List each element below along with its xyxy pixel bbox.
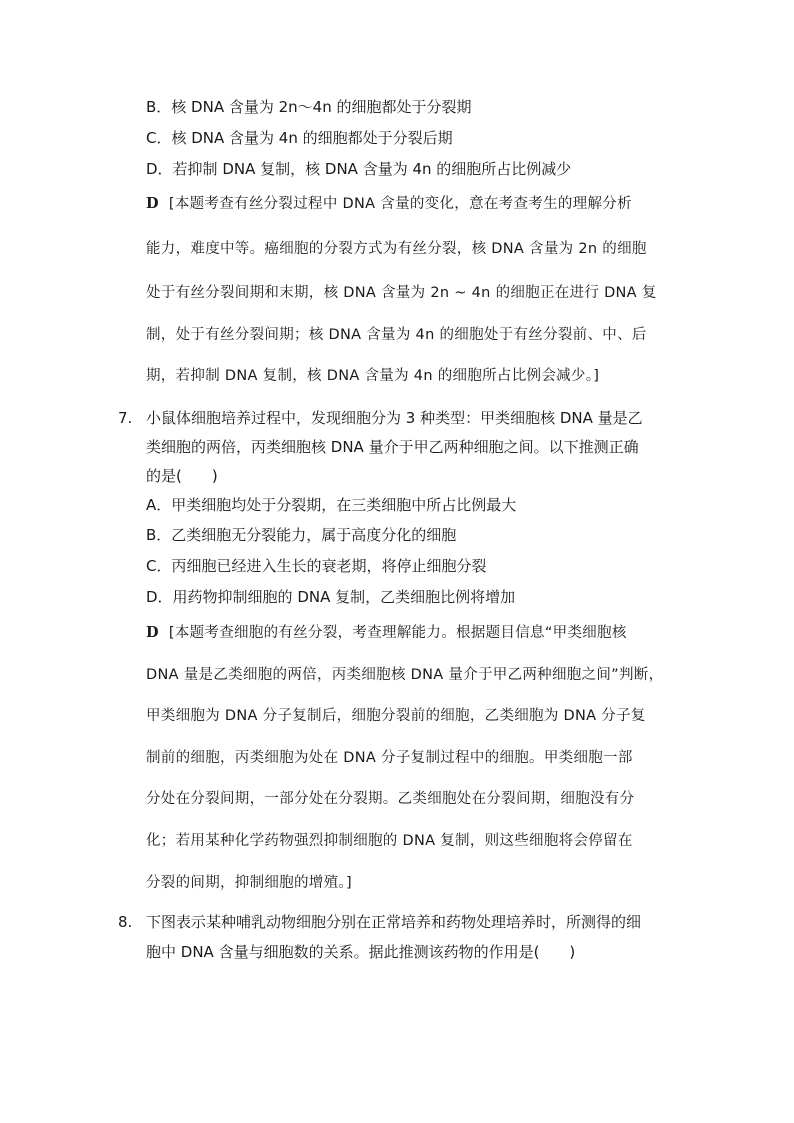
- q7-answer-letter: D: [146, 624, 159, 641]
- q7-explanation-line-5: 分处在分裂间期，一部分处在分裂期。乙类细胞处在分裂间期，细胞没有分: [146, 791, 635, 807]
- q6-explanation-text: [本题考查有丝分裂过程中 DNA 含量的变化，意在考查考生的理解分析: [168, 196, 632, 212]
- q7-explanation-line-3: 甲类细胞为 DNA 分子复制后，细胞分裂前的细胞，乙类细胞为 DNA 分子复: [146, 708, 646, 724]
- q7-explanation-line-7: 分裂的间期，抑制细胞的增殖。]: [146, 875, 352, 891]
- q8-stem-line-1: 下图表示某种哺乳动物细胞分别在正常培养和药物处理培养时，所测得的细: [146, 913, 642, 931]
- q7-option-a: A．甲类细胞均处于分裂期，在三类细胞中所占比例最大: [146, 496, 517, 514]
- q6-option-c: C．核 DNA 含量为 4n 的细胞都处于分裂后期: [146, 129, 453, 147]
- q6-explanation-line-2: 能力，难度中等。癌细胞的分裂方式为有丝分裂，核 DNA 含量为 2n 的细胞: [146, 241, 647, 257]
- q6-option-b: B．核 DNA 含量为 2n～4n 的细胞都处于分裂期: [146, 98, 472, 116]
- q8-number: 8.: [118, 913, 133, 931]
- q7-explanation-line-6: 化；若用某种化学药物强烈抑制细胞的 DNA 复制，则这些细胞将会停留在: [146, 833, 633, 849]
- q6-answer-line-1: [146, 194, 632, 214]
- q7-answer-line-1: [146, 623, 627, 643]
- q6-explanation-line-3: 处于有丝分裂间期和末期，核 DNA 含量为 2n ~ 4n 的细胞正在进行 DNA 复: [146, 285, 657, 301]
- q6-explanation-line-5: 期，若抑制 DNA 复制，核 DNA 含量为 4n 的细胞所占比例会减少。]: [146, 368, 600, 384]
- q7-option-c: C．丙细胞已经进入生长的衰老期，将停止细胞分裂: [146, 557, 487, 575]
- q7-explanation-line-2: DNA 量是乙类细胞的两倍，丙类细胞核 DNA 量介于甲乙两种细胞之间”判断，: [146, 667, 664, 683]
- q7-number: 7.: [118, 409, 133, 427]
- q7-explanation-text: [本题考查细胞的有丝分裂，考查理解能力。根据题目信息“甲类细胞核: [168, 625, 627, 641]
- q8-stem-line-2: 胞中 DNA 含量与细胞数的关系。据此推测该药物的作用是( ): [146, 943, 576, 961]
- q7-explanation-line-4: 制前的细胞，丙类细胞为处在 DNA 分子复制过程中的细胞。甲类细胞一部: [146, 750, 633, 766]
- q6-option-d: D．若抑制 DNA 复制，核 DNA 含量为 4n 的细胞所占比例减少: [146, 160, 572, 178]
- q7-stem-line-3: 的是( ): [146, 467, 218, 485]
- q7-option-b: B．乙类细胞无分裂能力，属于高度分化的细胞: [146, 526, 457, 544]
- q6-explanation-line-4: 制，处于有丝分裂间期；核 DNA 含量为 4n 的细胞处于有丝分裂前、中、后: [146, 327, 647, 343]
- q7-stem-line-2: 类细胞的两倍，丙类细胞核 DNA 量介于甲乙两种细胞之间。以下推测正确: [146, 438, 639, 456]
- q7-option-d: D．用药物抑制细胞的 DNA 复制，乙类细胞比例将增加: [146, 588, 516, 606]
- q7-stem-line-1: 小鼠体细胞培养过程中，发现细胞分为 3 种类型：甲类细胞核 DNA 量是乙: [146, 409, 643, 427]
- q6-answer-letter: D: [146, 195, 159, 212]
